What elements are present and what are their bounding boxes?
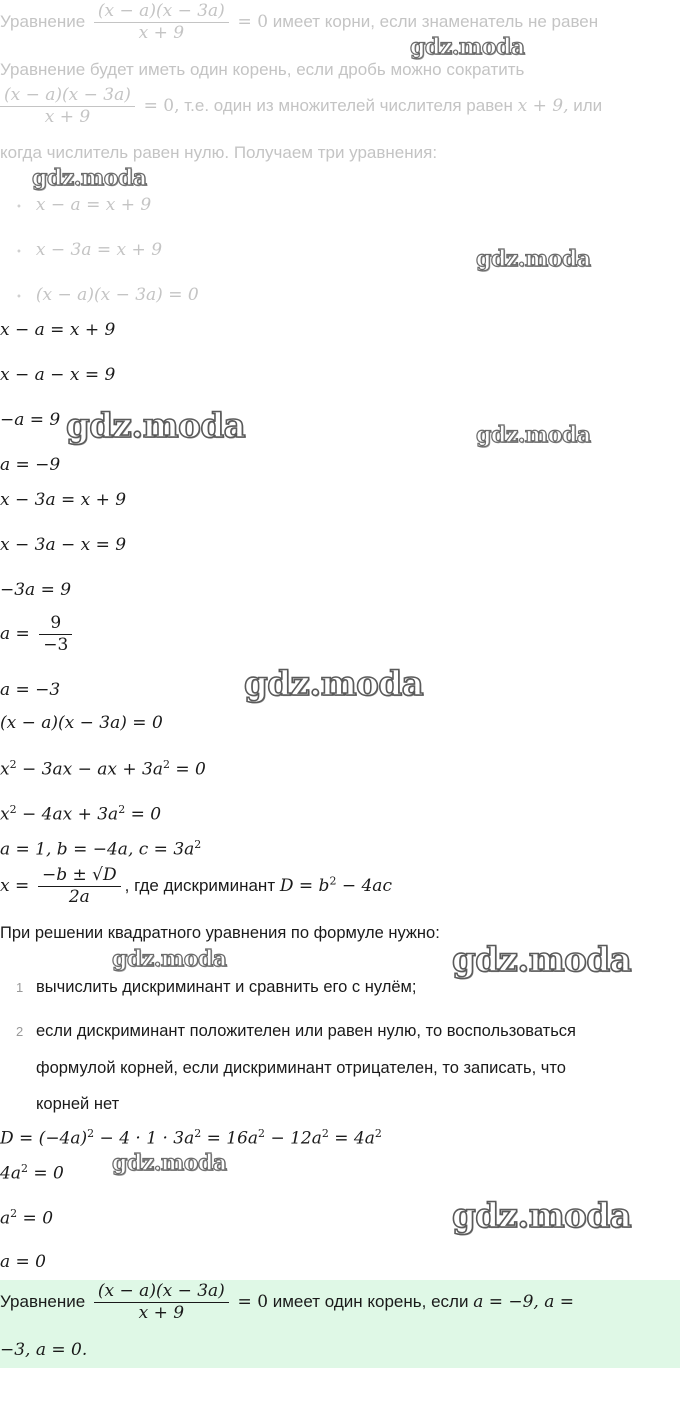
exponent: 2 <box>20 1162 28 1175</box>
math-expression: = 4a <box>328 1128 375 1149</box>
exponent: 2 <box>321 1127 329 1140</box>
watermark: gdz.moda <box>476 422 591 448</box>
math-expression: − 12a <box>265 1128 322 1149</box>
bullet-dot: • <box>16 292 22 303</box>
exponent: 2 <box>194 1127 202 1140</box>
fraction-denominator: 2a <box>38 886 121 907</box>
answer-text: Уравнение <box>0 1291 86 1311</box>
bullet-dot: • <box>16 202 22 213</box>
fraction <box>39 614 72 655</box>
math-line <box>0 1162 64 1184</box>
exponent: 2 <box>162 758 170 771</box>
math-line: x − 3a = x + 9 <box>0 490 127 510</box>
list-item-text: корней нет <box>36 1095 120 1113</box>
math-expression: x = <box>0 875 30 896</box>
exponent: 2 <box>87 1127 95 1140</box>
fraction <box>38 866 121 907</box>
answer-line-1 <box>0 1282 574 1323</box>
fraction <box>0 86 135 127</box>
quadratic-formula <box>0 866 392 912</box>
math-line: x − a = x + 9 <box>0 320 116 340</box>
exponent: 2 <box>194 838 202 851</box>
fraction <box>94 2 229 43</box>
math-expression: = 0 <box>125 804 162 825</box>
fraction-denominator: x + 9 <box>94 1302 229 1323</box>
bullet-dot: • <box>16 247 22 258</box>
math-expression: − 4ac <box>336 875 392 896</box>
watermark: gdz.moda <box>476 246 591 272</box>
fraction-numerator: −b ± √D <box>41 866 117 885</box>
math-expression: a <box>0 1208 11 1229</box>
list-item-text: если дискриминант положителен или равен нулю, то воспользоваться <box>36 1022 576 1040</box>
rule-title: При решении квадратного уравнения по формуле нужно: <box>0 924 440 942</box>
math-line <box>0 838 201 860</box>
fraction-numerator: (x − a)(x − 3a) <box>97 1281 225 1301</box>
math-line: a = −3 <box>0 680 61 700</box>
exponent: 2 <box>374 1127 382 1140</box>
watermark: gdz.moda <box>32 165 147 191</box>
math-line-fraction <box>0 614 76 655</box>
math-expression: 4a <box>0 1163 21 1184</box>
answer-values: a = −9, a = <box>473 1291 575 1312</box>
intro-line: Уравнение будет иметь один корень, если дробь можно сократить <box>0 60 525 79</box>
fraction-numerator: (x − a)(x − 3a) <box>97 1 225 21</box>
fraction-denominator: x + 9 <box>0 106 135 127</box>
math-expression: − 4 · 1 · 3a <box>94 1128 195 1149</box>
list-item-text: вычислить дискриминант и сравнить его с нулём; <box>36 978 417 996</box>
bullet-item <box>16 195 151 215</box>
exponent: 2 <box>10 1207 18 1220</box>
math-expression: x + 9, <box>517 95 569 116</box>
math-line: x − 3a − x = 9 <box>0 535 127 555</box>
equation-part: = 0, <box>143 95 180 116</box>
math-line: −a = 9 <box>0 410 61 430</box>
math-expression: = 0 <box>27 1163 64 1184</box>
discriminant-line <box>0 1127 382 1149</box>
math-expression: − 3ax − ax + 3a <box>16 759 163 780</box>
intro-text: т.е. один из множителей числителя равен <box>184 95 513 115</box>
exponent: 2 <box>9 803 17 816</box>
math-line: −3a = 9 <box>0 580 72 600</box>
watermark: gdz.moda <box>452 1196 632 1236</box>
watermark: gdz.moda <box>66 406 246 446</box>
math-expression: x <box>0 759 10 780</box>
math-expression: = 16a <box>201 1128 259 1149</box>
math-line: a = 0 <box>0 1252 47 1272</box>
list-item-text: формулой корней, если дискриминант отрицателен, то записать, что <box>36 1059 566 1077</box>
math-expression: = 0 <box>17 1208 54 1229</box>
intro-text: имеет корни, если знаменатель не равен <box>272 11 599 31</box>
math-line: a = −9 <box>0 455 61 475</box>
exponent: 2 <box>118 803 126 816</box>
answer-values: −3, a = 0. <box>0 1340 88 1360</box>
watermark: gdz.moda <box>112 1150 227 1176</box>
math-expression: − 4ax + 3a <box>16 804 119 825</box>
watermark: gdz.moda <box>112 946 227 972</box>
fraction-denominator: x + 9 <box>94 22 229 43</box>
equation-part: = 0 <box>237 11 269 32</box>
bullet-text: (x − a)(x − 3a) = 0 <box>35 285 199 305</box>
math-expression: x <box>0 804 10 825</box>
bullet-text: x − 3a = x + 9 <box>35 240 163 260</box>
intro-text: Уравнение <box>0 11 86 31</box>
math-expression: a = 1, b = −4a, c = 3a <box>0 839 195 860</box>
watermark: gdz.moda <box>410 34 525 60</box>
fraction-numerator: 9 <box>50 613 62 633</box>
math-expression: D = (−4a) <box>0 1128 88 1149</box>
watermark: gdz.moda <box>452 940 632 980</box>
exponent: 2 <box>9 758 17 771</box>
math-expression: = 0 <box>169 759 206 780</box>
exponent: 2 <box>329 874 337 888</box>
math-line <box>0 758 206 780</box>
intro-text: или <box>573 95 603 115</box>
fraction <box>94 1282 229 1323</box>
math-expression: D = b <box>279 875 330 896</box>
formula-caption: , где дискриминант <box>124 875 276 895</box>
bullet-item <box>16 240 162 260</box>
math-line: (x − a)(x − 3a) = 0 <box>0 713 163 733</box>
equation-part: = 0 <box>237 1291 269 1312</box>
bullet-item <box>16 285 199 305</box>
math-line <box>0 803 161 825</box>
list-number: 1 <box>16 980 24 995</box>
intro-line: когда числитель равен нулю. Получаем три уравнения: <box>0 143 438 162</box>
bullet-text: x − a = x + 9 <box>35 195 152 215</box>
fraction-numerator: (x − a)(x − 3a) <box>4 85 131 105</box>
fraction-denominator: −3 <box>39 634 72 655</box>
math-line: x − a − x = 9 <box>0 365 116 385</box>
math-line <box>0 1207 53 1229</box>
math-expression: a = <box>0 623 30 644</box>
exponent: 2 <box>258 1127 266 1140</box>
list-number: 2 <box>16 1024 24 1039</box>
intro-paragraph-2 <box>0 86 602 127</box>
watermark: gdz.moda <box>244 664 424 704</box>
answer-text: имеет один корень, если <box>272 1291 469 1311</box>
